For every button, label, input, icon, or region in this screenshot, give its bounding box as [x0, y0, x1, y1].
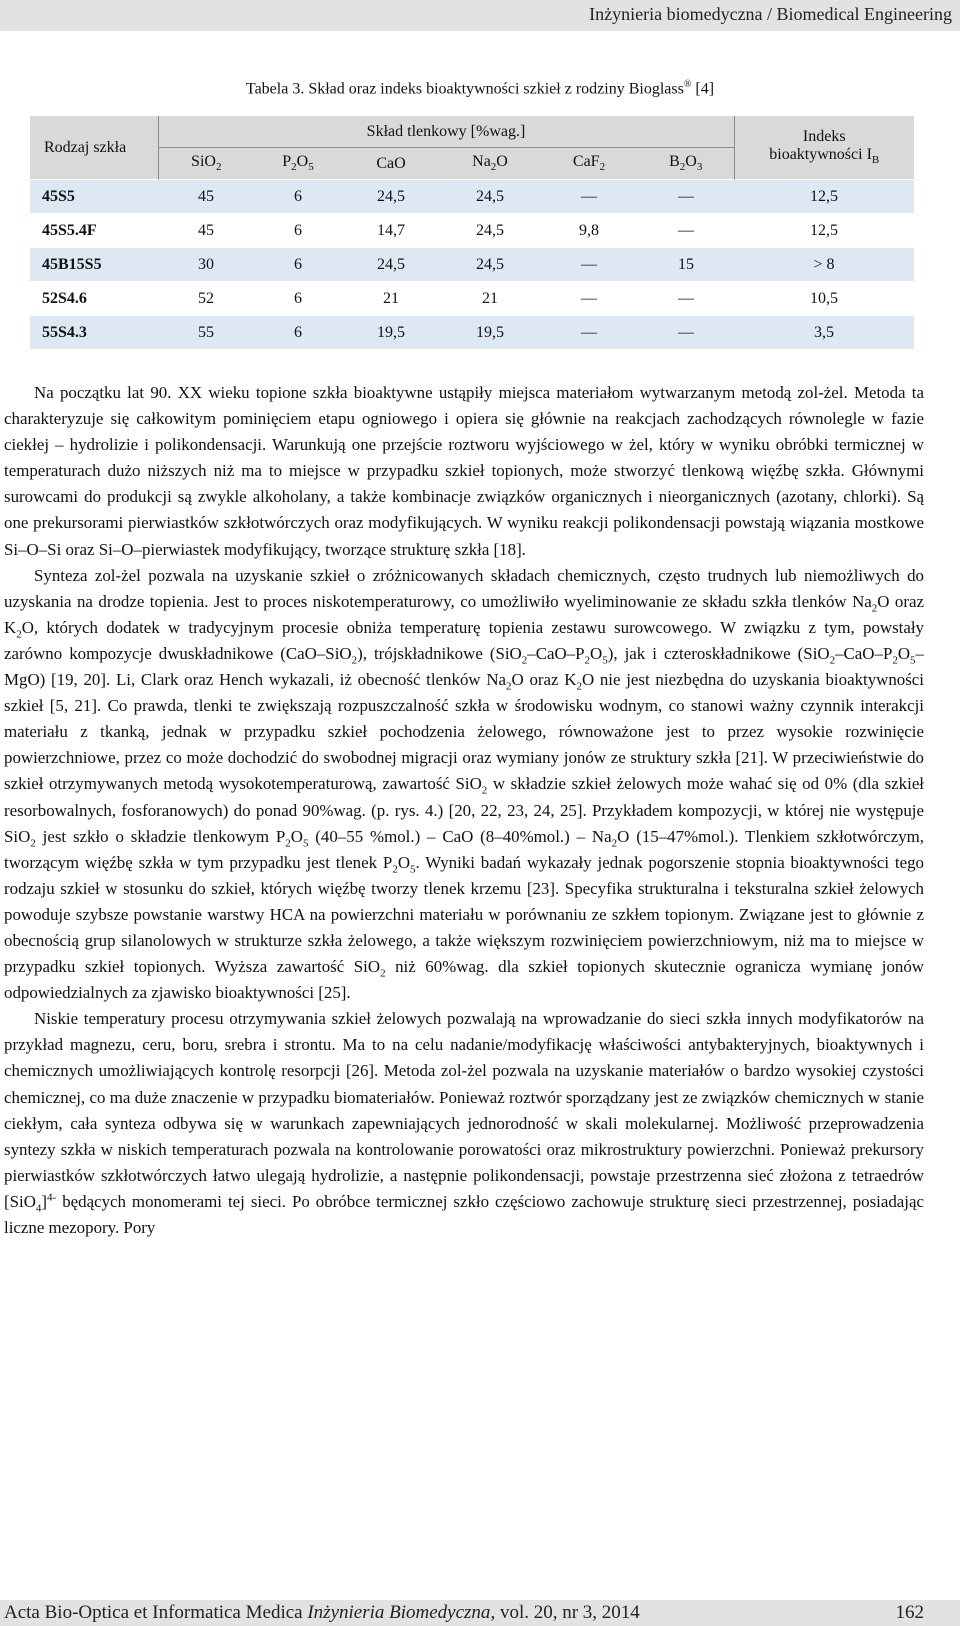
row-oxide-value: 21 [440, 282, 540, 316]
row-oxide-value: 6 [254, 180, 342, 214]
row-glass-type: 45S5.4F [30, 214, 158, 248]
row-oxide-value: — [540, 180, 638, 214]
page-number: 162 [895, 1602, 924, 1623]
row-oxide-value: 45 [158, 214, 254, 248]
row-oxide-value: 30 [158, 248, 254, 282]
table-body [30, 180, 914, 350]
col-header-group: Skład tlenkowy [%wag.] [158, 116, 734, 148]
row-oxide-value: 19,5 [440, 316, 540, 350]
journal-citation: Acta Bio-Optica et Informatica Medica Inżynieria Biomedyczna, vol. 20, nr 3, 2014 [4, 1602, 640, 1623]
row-bioactivity-index: 12,5 [734, 180, 914, 214]
running-header [0, 0, 960, 31]
running-title: Inżynieria biomedyczna / Biomedical Engineering [589, 4, 952, 24]
body-text [4, 380, 924, 1241]
row-glass-type: 52S4.6 [30, 282, 158, 316]
paragraph-2: Synteza zol-żel pozwala na uzyskanie szkieł o zróżnicowanych składach chemicznych, często trudnych lub niemożliwych do uzyskania na drodze topienia. Jest to proces niskotemperaturowy, co umożliwiło wyeliminowanie ze składu szkła tlenków $Na_2O$ oraz $K_2O$, których dodatek w tradycyjnym procesie obniża temperaturę topienia zestawu surowcowego. W związku z tym, powstały zarówno kompozycje dwuskładnikowe (CaO–SiO$_2$), trójskładnikowe $(SiO_2-CaO-P_2O_5)$, jak i czteroskładnikowe $(SiO_2-CaO-P_2O_5-MgO)$ [19, 20]. Li, Clark oraz Hench wykazali, iż obecność tlenków $Na_2O$ oraz $K_2O$ nie jest niezbędna do uzyskania bioaktywności szkieł [5, 21]. Co prawda, tlenki te zwiększają rozpuszczalność szkła w środowisku wodnym, co stanowi ważny czynnik interakcji materiału z tkanką, jednak w przypadku szkieł pochodzenia żelowego, równoważone jest to przez wysokie rozwinięcie powierzchniowe, przez co może dochodzić do swobodnej migracji oraz wymiany jonów ze struktury szkła [21]. W przeciwieństwie do szkieł otrzymywanych metodą wysokotemperaturową, zawartość SiO$_2$ w składzie szkieł żelowych może wahać się od 0% (dla szkieł resorbowalnych, fosforanowych) do ponad 90%wag. (p. rys. 4.) [20, 22, 23, 24, 25]. Przykładem kompozycji, w której nie występuje SiO$_2$ jest szkło o składzie tlenkowym $P_2O_5$ (40–55 %mol.) – CaO $(8-40\%mol.) - Na_2O$ (15–47%mol.). Tlenkiem szkłotwórczym, tworzącym więźbę szkła w tym przypadku jest tlenek $P_2O_5$. Wyniki badań wykazały jednak pogorszenie stopnia bioaktywności tego rodzaju szkieł w stosunku do szkieł, których więźbę tworzy tlenek krzemu [23]. Specyfika strukturalna i teksturalna szkieł żelowych powoduje szybsze powstanie warstwy HCA na powierzchni materiału w porównaniu ze szkłem topionym. Związane jest to głównie z obecnością grup silanolowych w strukturze szkła żelowego, a także większym rozwinięciem powierzchniowym, niż ma to miejsce w przypadku szkieł topionych. Wyższa zawartość SiO$_2$ niż 60%wag. dla szkieł topionych skutecznie ogranicza wymianę jonów odpowiedzialnych za zjawisko bioaktywności [25]. [4, 565, 925, 1003]
composition-table [30, 116, 914, 349]
row-oxide-value: 6 [254, 248, 342, 282]
row-oxide-value: 21 [342, 282, 440, 316]
row-oxide-value: — [638, 180, 734, 214]
row-oxide-value: — [540, 282, 638, 316]
page-footer [0, 1600, 960, 1626]
row-oxide-value: 24,5 [440, 180, 540, 214]
row-oxide-value: 45 [158, 180, 254, 214]
paragraph-3: Niskie temperatury procesu otrzymywania szkieł żelowych pozwalają na wprowadzanie do sieci szkła innych modyfikatorów na przykład magnezu, ceru, boru, srebra i strontu. Ma to na celu nadanie/modyfikację właściwości antybakteryjnych, bioaktywnych i chemicznych umożliwiających kontrolę resorpcji [26]. Metoda zol-żel pozwala na uzyskanie materiałów o bardzo wysokiej czystości chemicznej, co ma duże znaczenie w przypadku biomateriałów. Ponieważ roztwór sporządzany jest ze związków chemicznych w stanie ciekłym, cała synteza odbywa się w warunkach zapewniających jednorodność w skali molekularnej. Możliwość przeprowadzenia syntezy szkła w niskich temperaturach pozwala na kontrolowanie porowatości oraz mikrostruktury powierzchni. Ponieważ prekursory pierwiastków szkłotwórczych łatwo ulegają hydrolizie, a następnie polikondensacji, powstaje przestrzenna sieć złożona z tetraedrów $[SiO_4]^{4-}$ będących monomerami tej sieci. Po obróbce termicznej szkło częściowo zachowuje strukturę sieci przestrzennej, posiadając liczne mezopory. Pory [4, 1009, 924, 1237]
row-oxide-value: — [638, 282, 734, 316]
row-oxide-value: 6 [254, 282, 342, 316]
row-bioactivity-index: > 8 [734, 248, 914, 282]
col-header-type: Rodzaj szkła [30, 116, 158, 180]
table-row [30, 214, 914, 248]
row-glass-type: 55S4.3 [30, 316, 158, 350]
table-caption: Tabela 3. Skład oraz indeks bioaktywności szkieł z rodziny Bioglass® [4] [245, 79, 715, 98]
row-oxide-value: — [638, 214, 734, 248]
col-header-sio2: SiO$_2$ [158, 148, 254, 180]
table-row [30, 248, 914, 282]
table-row [30, 282, 914, 316]
row-glass-type: 45B15S5 [30, 248, 158, 282]
row-oxide-value: — [540, 248, 638, 282]
table-row [30, 316, 914, 350]
row-oxide-value: 6 [254, 214, 342, 248]
table-row [30, 180, 914, 214]
col-header-caf2: CaF$_2$ [540, 148, 638, 180]
row-oxide-value: 24,5 [342, 248, 440, 282]
row-bioactivity-index: 12,5 [734, 214, 914, 248]
row-glass-type: 45S5 [30, 180, 158, 214]
row-oxide-value: 15 [638, 248, 734, 282]
col-header-p2o5: $P_2O_5$ [254, 148, 342, 180]
paragraph-1: Na początku lat 90. XX wieku topione szkła bioaktywne ustąpiły miejsca materiałom wytwarzanym metodą zol-żel. Metoda ta charakteryzuje się całkowitym pominięciem etapu ogniowego i opiera się głównie na reakcjach zachodzących równolegle w fazie ciekłej – hydrolizie i polikondensacji. Warunkują one przejście roztworu wyjściowego w żel, który w wyniku obróbki termicznej w temperaturach dużo niższych niż ma to miejsce w przypadku szkieł topionych, może stworzyć tlenkową więźbę szkła. Głównymi surowcami do produkcji są zwykle alkoholany, a także kombinacje związków organicznych i nieorganicznych (azotany, chlorki). Są one prekursorami pierwiastków szkłotwórczych oraz modyfikujących. W wyniku reakcji polikondensacji powstają wiązania mostkowe Si–O–Si oraz Si–O–pierwiastek modyfikujący, tworzące strukturę szkła [18]. [4, 383, 924, 559]
col-header-b2o3: $B_2O_3$ [638, 148, 734, 180]
row-oxide-value: 9,8 [540, 214, 638, 248]
col-header-index: Indeks bioaktywności $I_B$ [734, 116, 914, 180]
row-oxide-value: 24,5 [440, 248, 540, 282]
row-oxide-value: — [638, 316, 734, 350]
row-oxide-value: 14,7 [342, 214, 440, 248]
col-header-na2o: $Na_2O$ [440, 148, 540, 180]
row-bioactivity-index: 3,5 [734, 316, 914, 350]
row-bioactivity-index: 10,5 [734, 282, 914, 316]
row-oxide-value: 52 [158, 282, 254, 316]
row-oxide-value: — [540, 316, 638, 350]
row-oxide-value: 19,5 [342, 316, 440, 350]
row-oxide-value: 24,5 [342, 180, 440, 214]
row-oxide-value: 24,5 [440, 214, 540, 248]
row-oxide-value: 6 [254, 316, 342, 350]
col-header-cao: CaO [342, 148, 440, 180]
row-oxide-value: 55 [158, 316, 254, 350]
